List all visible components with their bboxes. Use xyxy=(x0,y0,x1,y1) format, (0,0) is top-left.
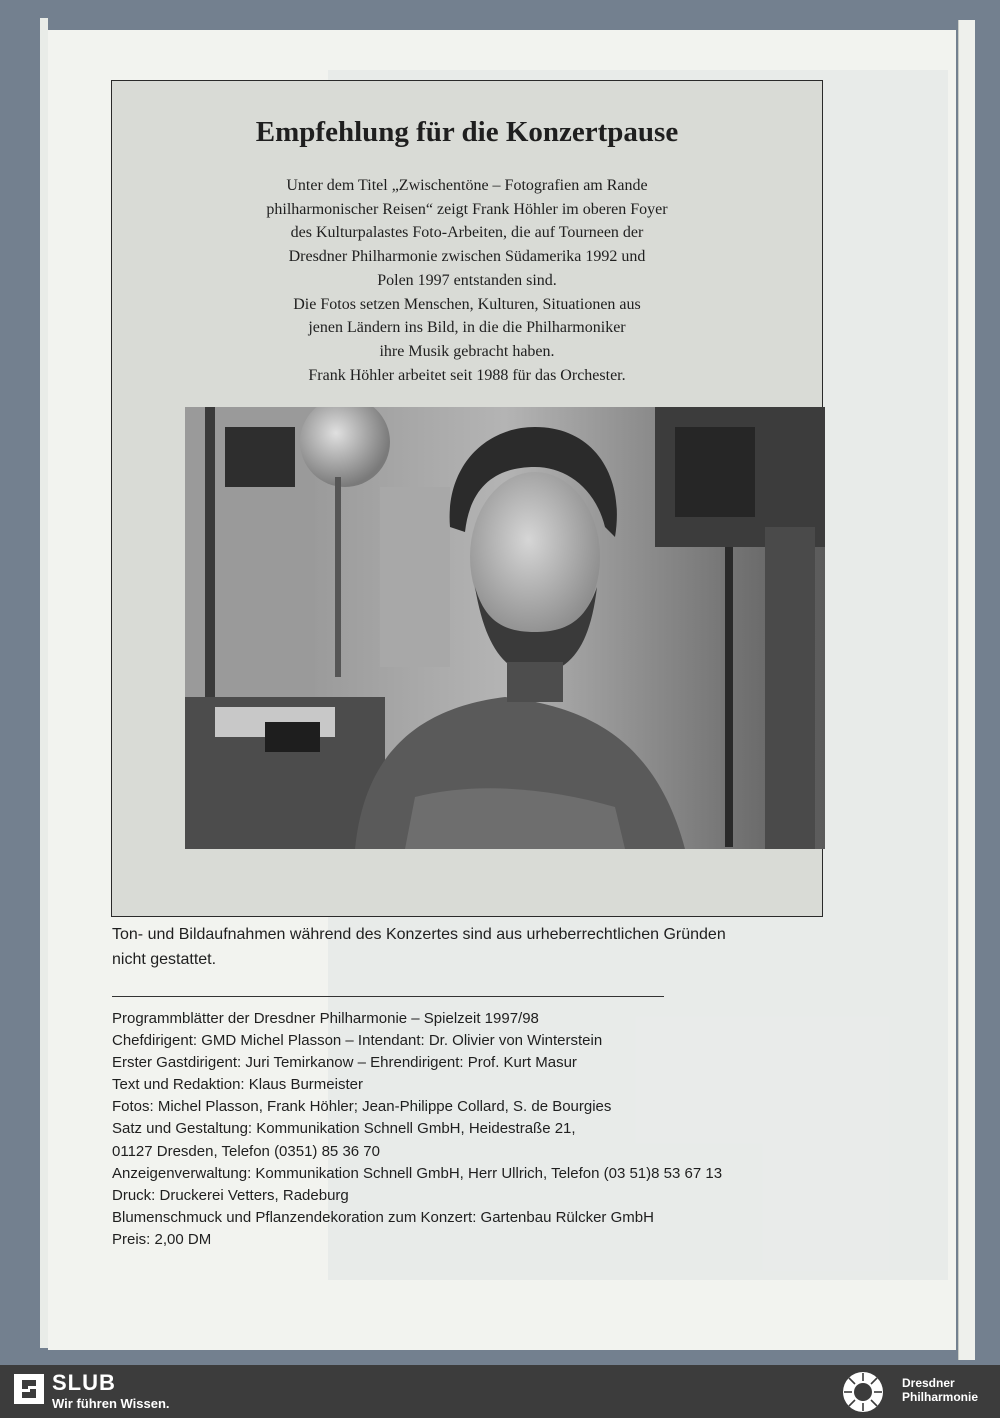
credit-line: Text und Redaktion: Klaus Burmeister xyxy=(112,1076,363,1094)
partner-line: Dresdner xyxy=(902,1376,955,1390)
viewer-footer xyxy=(0,1365,1000,1418)
article-line: ihre Musik gebracht haben. xyxy=(379,342,555,360)
article-line: Die Fotos setzen Menschen, Kulturen, Situationen aus xyxy=(293,295,641,313)
portrait-photo-graphic xyxy=(185,407,825,849)
article-line: philharmonischer Reisen“ zeigt Frank Höhler im oberen Foyer xyxy=(266,200,668,218)
slub-name[interactable]: SLUB xyxy=(52,1370,116,1395)
article-line: Unter dem Titel „Zwischentöne – Fotografien am Rande xyxy=(286,177,648,194)
slub-tagline: Wir führen Wissen. xyxy=(52,1396,170,1411)
article-line: jenen Ländern ins Bild, in die die Philharmoniker xyxy=(308,319,626,337)
portrait-photo xyxy=(185,407,825,849)
recording-notice xyxy=(112,922,792,972)
slub-logo-icon[interactable] xyxy=(14,1374,44,1404)
credit-line: Programmblätter der Dresdner Philharmonie – Spielzeit 1997/98 xyxy=(112,1010,539,1027)
article-line: des Kulturpalastes Foto-Arbeiten, die auf Tourneen der xyxy=(290,224,644,242)
article-line: Frank Höhler arbeitet seit 1988 für das Orchester. xyxy=(308,366,626,384)
program-page xyxy=(48,30,956,1350)
partner-line: Philharmonie xyxy=(902,1390,979,1404)
philharmonie-logo-icon[interactable] xyxy=(842,1371,884,1413)
credit-line: 01127 Dresden, Telefon (0351) 85 36 70 xyxy=(112,1142,380,1160)
article-title: Empfehlung für die Konzertpause xyxy=(255,116,679,148)
credit-line: Anzeigenverwaltung: Kommunikation Schnell GmbH, Herr Ullrich, Telefon (03 51)8 53 67 13 xyxy=(112,1164,723,1182)
imprint-credits xyxy=(112,1008,872,1251)
philharmonie-wordmark[interactable] xyxy=(902,1376,978,1404)
article-line: Dresdner Philharmonie zwischen Südamerika 1992 und xyxy=(288,248,646,266)
credit-line: Satz und Gestaltung: Kommunikation Schnell GmbH, Heidestraße 21, xyxy=(112,1120,576,1138)
notice-line: nicht gestattet. xyxy=(112,951,217,968)
notice-line: Ton- und Bildaufnahmen während des Konzertes sind aus urheberrechtlichen Gründen xyxy=(112,926,726,943)
article-line: Polen 1997 entstanden sind. xyxy=(377,271,557,289)
credit-line: Preis: 2,00 DM xyxy=(112,1230,212,1248)
credit-line: Fotos: Michel Plasson, Frank Höhler; Jean-Philippe Collard, S. de Bourgies xyxy=(112,1098,612,1116)
credit-line: Erster Gastdirigent: Juri Temirkanow – Ehrendirigent: Prof. Kurt Masur xyxy=(112,1054,577,1072)
credit-line: Chefdirigent: GMD Michel Plasson – Intendant: Dr. Olivier von Winterstein xyxy=(112,1032,603,1050)
page-edge-right xyxy=(958,20,975,1360)
credit-line: Blumenschmuck und Pflanzendekoration zum Konzert: Gartenbau Rülcker GmbH xyxy=(112,1208,654,1226)
credit-line: Druck: Druckerei Vetters, Radeburg xyxy=(112,1186,349,1204)
article-text xyxy=(111,174,823,387)
divider xyxy=(112,996,664,997)
page-edge-left xyxy=(40,18,48,1348)
